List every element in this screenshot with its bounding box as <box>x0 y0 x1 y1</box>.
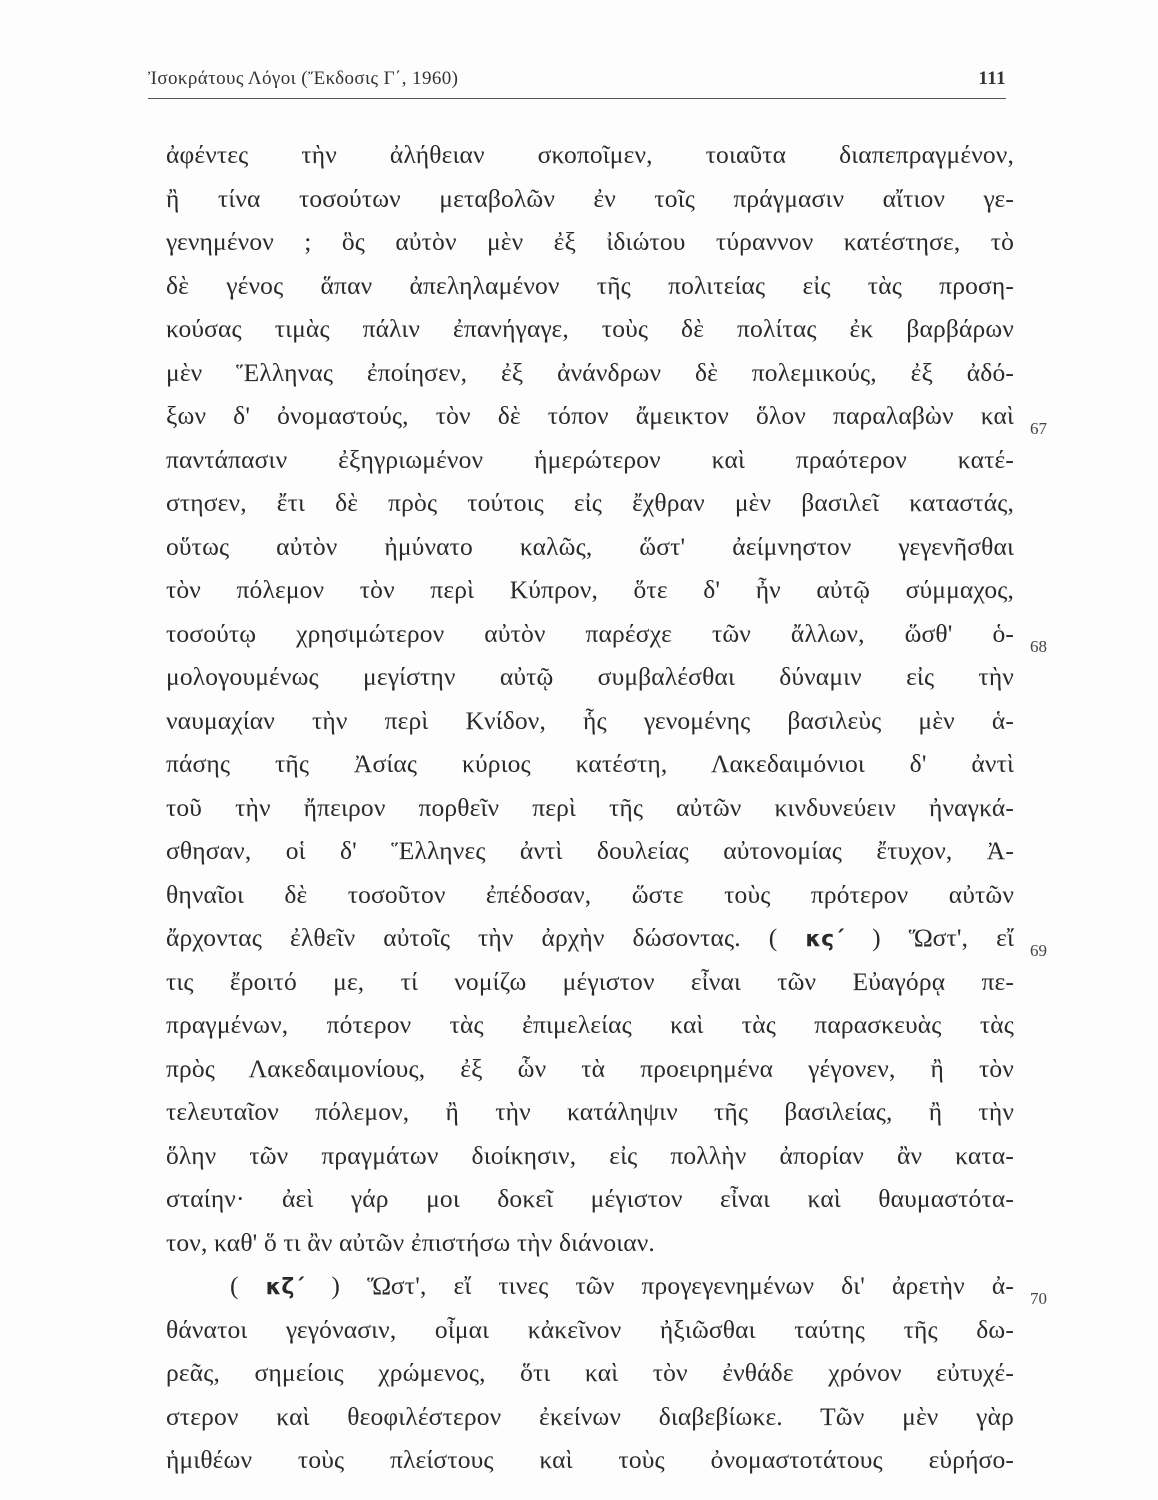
text-line: τοῦ τὴν ἤπειρον πορθεῖν περὶ τῆς αὐτῶν κινδυνεύειν ἠναγκά- <box>166 793 1014 822</box>
running-head-title: Ἰσοκράτους Λόγοι (Ἔκδοσις Γ΄, 1960) <box>148 68 459 89</box>
page-number: 111 <box>978 68 1006 89</box>
margin-section-number: 69 <box>1030 941 1047 960</box>
text-line: ἀφέντες τὴν ἀλήθειαν σκοποῖμεν, τοιαῦτα διαπεπραγμένον, <box>166 140 1014 169</box>
running-head <box>148 66 1006 96</box>
text-line: στησεν, ἔτι δὲ πρὸς τούτοις εἰς ἔχθραν μὲν βασιλεῖ καταστάς, <box>166 488 1014 517</box>
text-line: τον, καθ' ὅ τι ἂν αὐτῶν ἐπιστήσω τὴν διάνοιαν. <box>166 1228 655 1257</box>
text-line: στερον καὶ θεοφιλέστερον ἐκείνων διαβεβίωκε. Τῶν μὲν γὰρ <box>166 1402 1014 1431</box>
section-26-close: ) <box>844 923 881 952</box>
text-line: τελευταῖον πόλεμον, ἢ τὴν κατάληψιν τῆς βασιλείας, ἢ τὴν <box>166 1097 1014 1126</box>
text-line: ἡμιθέων τοὺς πλείστους καὶ τοὺς ὀνομαστοτάτους εὑρήσο- <box>166 1445 1014 1474</box>
text-line: ξων δ' ὀνομαστούς, τὸν δὲ τόπον ἄμεικτον ὅλον παραλαβὼν καὶ <box>166 401 1014 430</box>
text-line: γενημένον ; ὃς αὐτὸν μὲν ἐξ ἰδιώτου τύραννον κατέστησε, τὸ <box>166 227 1014 256</box>
text-line: θάνατοι γεγόνασιν, οἶμαι κἀκεῖνον ἠξιῶσθαι ταύτης τῆς δω- <box>166 1315 1014 1344</box>
text-line: παντάπασιν ἐξηγριωμένον ἡμερώτερον καὶ πραότερον κατέ- <box>166 445 1014 474</box>
section-27-close: ) <box>304 1271 341 1300</box>
section-27-text: Ὥστ', εἴ τινες τῶν προγεγενημένων δι' ἀρετὴν ἀ- <box>340 1271 1014 1300</box>
text-line-start: ἄρχοντας ἐλθεῖν αὐτοῖς τὴν ἀρχὴν δώσοντας. <box>166 923 741 952</box>
text-line: οὕτως αὐτὸν ἠμύνατο καλῶς, ὥστ' ἀείμνηστον γεγενῆσθαι <box>166 532 1014 561</box>
section-marker-26: κς΄ <box>805 927 845 952</box>
margin-section-number: 70 <box>1030 1289 1047 1308</box>
text-line: πάσης τῆς Ἀσίας κύριος κατέστη, Λακεδαιμόνιοι δ' ἀντὶ <box>166 749 1014 778</box>
text-line: μολογουμένως μεγίστην αὐτῷ συμβαλέσθαι δύναμιν εἰς τὴν <box>166 662 1014 691</box>
text-line: πρὸς Λακεδαιμονίους, ἐξ ὧν τὰ προειρημένα γέγονεν, ἢ τὸν <box>166 1054 1014 1083</box>
text-line: ὅλην τῶν πραγμάτων διοίκησιν, εἰς πολλὴν ἀπορίαν ἂν κατα- <box>166 1141 1014 1170</box>
text-line-section-26 <box>166 918 1014 958</box>
text-line: σθησαν, οἱ δ' Ἕλληνες ἀντὶ δουλείας αὐτονομίας ἔτυχον, Ἀ- <box>166 836 1014 865</box>
section-27-open: ( <box>230 1271 266 1300</box>
text-line: κούσας τιμὰς πάλιν ἐπανήγαγε, τοὺς δὲ πολίτας ἐκ βαρβάρων <box>166 314 1014 343</box>
header-rule <box>148 98 1006 99</box>
text-line: μὲν Ἕλληνας ἐποίησεν, ἐξ ἀνάνδρων δὲ πολεμικούς, ἐξ ἀδό- <box>166 358 1014 387</box>
text-line: τοσούτῳ χρησιμώτερον αὐτὸν παρέσχε τῶν ἄλλων, ὥσθ' ὁ- <box>166 619 1014 648</box>
margin-section-number: 67 <box>1030 419 1047 438</box>
section-marker-27: κζ΄ <box>265 1275 305 1300</box>
section-26-text: Ὥστ', εἴ <box>880 923 1015 952</box>
margin-section-number: 68 <box>1030 637 1047 656</box>
text-line: τις ἔροιτό με, τί νομίζω μέγιστον εἶναι τῶν Εὐαγόρᾳ πε- <box>166 967 1014 996</box>
text-line: δὲ γένος ἅπαν ἀπεληλαμένον τῆς πολιτείας εἰς τὰς προση- <box>166 271 1014 300</box>
section-26-open: ( <box>768 923 806 952</box>
text-line-section-27 <box>230 1266 1014 1306</box>
text-line: σταίην· ἀεὶ γάρ μοι δοκεῖ μέγιστον εἶναι καὶ θαυμαστότα- <box>166 1184 1014 1213</box>
text-line: θηναῖοι δὲ τοσοῦτον ἐπέδοσαν, ὥστε τοὺς πρότερον αὐτῶν <box>166 880 1014 909</box>
text-line: ναυμαχίαν τὴν περὶ Κνίδον, ἧς γενομένης βασιλεὺς μὲν ἁ- <box>166 706 1014 735</box>
text-line: ρεᾶς, σημείοις χρώμενος, ὅτι καὶ τὸν ἐνθάδε χρόνον εὐτυχέ- <box>166 1358 1014 1387</box>
text-line: ἢ τίνα τοσούτων μεταβολῶν ἐν τοῖς πράγμασιν αἴτιον γε- <box>166 184 1014 213</box>
text-line: τὸν πόλεμον τὸν περὶ Κύπρον, ὅτε δ' ἦν αὐτῷ σύμμαχος, <box>166 575 1014 604</box>
text-line: πραγμένων, πότερον τὰς ἐπιμελείας καὶ τὰς παρασκευὰς τὰς <box>166 1010 1014 1039</box>
